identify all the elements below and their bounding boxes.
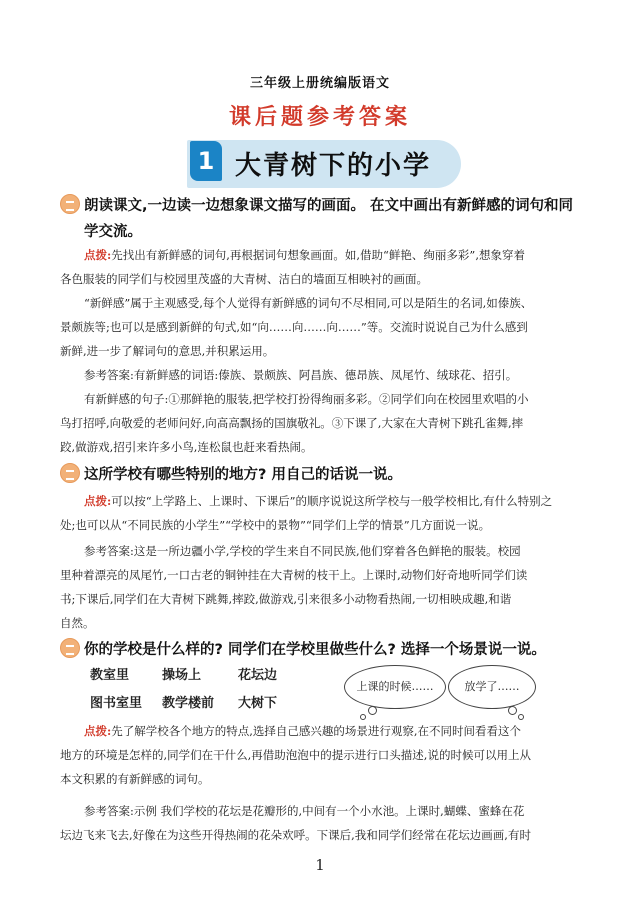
place-library: 图书室里 [90,696,143,711]
question-icon [60,194,80,214]
hint-label: 点拨: [84,724,112,738]
question-1-text-cont: 学交流。 [84,224,142,240]
q1-line-2: 各色服装的同学们与校园里茂盛的大青树、洁白的墙面互相映衬的画面。 [60,272,428,286]
q3-answer-1: 参考答案:示例 我们学校的花坛是花瓣形的,中间有一个小水池。上课时,蝴蝶、蜜蜂在花 [84,804,525,818]
hint-label: 点拨: [84,494,112,508]
place-classroom: 教室里 [90,668,130,683]
q3-hint-line-1: 点拨:先了解学校各个地方的特点,选择自己感兴趣的场景进行观察,在不同时间看看这个 [84,724,522,738]
q1-line-4: 景颇族等;也可以是感到新鲜的句式,如“向……向……向……”等。交流时说说自己为什么感到 [60,320,528,334]
q2-answer-3: 书;下课后,同学们在大青树下跳舞,摔跤,做游戏,引来很多小动物看热闹,一切相映成趣,和谐 [60,592,512,606]
place-flowerbed: 花坛边 [238,668,278,683]
q2-answer-1: 参考答案:这是一所边疆小学,学校的学生来自不同民族,他们穿着各色鲜艳的服装。校园 [84,544,521,558]
book-subtitle: 三年级上册统编版语文 [249,76,390,91]
q1-hint-line-1: 点拨:先找出有新鲜感的词句,再根据词句想象画面。如,借助“鲜艳、绚丽多彩”,想象穿着 [84,248,525,262]
thought-bubble-class: 上课的时候…… [344,665,446,709]
page-number: 1 [315,856,325,874]
question-icon [60,463,80,483]
lesson-number: 1 [190,141,222,181]
thought-bubble-after-school: 放学了…… [448,665,536,709]
question-1-text: 朗读课文,一边读一边想象课文描写的画面。 在文中画出有新鲜感的词句和同 [84,198,574,214]
q2-hint-line-1: 点拨:可以按“上学路上、上课时、下课后”的顺序说说这所学校与一般学校相比,有什么特别之 [84,494,553,508]
q1-answer-2: 有新鲜感的句子:①那鲜艳的服装,把学校打扮得绚丽多彩。②同学们向在校园里欢唱的小 [84,392,529,406]
question-3-text: 你的学校是什么样的? 同学们在学校里做些什么? 选择一个场景说一说。 [84,642,546,658]
q2-answer-4: 自然。 [60,616,95,630]
q3-answer-2: 坛边飞来飞去,好像在为这些开得热闹的花朵欢呼。下课后,我和同学们经常在花坛边画画,有时 [60,828,531,842]
q1-line-3: “新鲜感”属于主观感受,每个人觉得有新鲜感的词句不尽相同,可以是陌生的名词,如傣族、 [84,296,533,310]
question-2-text: 这所学校有哪些特别的地方? 用自己的话说一说。 [84,467,402,483]
bubble-tail-dot [508,706,517,715]
place-playground: 操场上 [162,668,202,683]
q3-line-2: 地方的环境是怎样的,同学们在干什么,再借助泡泡中的提示进行口头描述,说的时候可以用上从 [60,748,531,762]
q3-line-3: 本文积累的有新鲜感的词句。 [60,772,210,786]
q2-line-2: 处;也可以从“不同民族的小学生”“学校中的景物”“同学们上学的情景”几方面说一说。 [60,518,491,532]
place-teaching-building: 教学楼前 [162,696,215,711]
lesson-title: 大青树下的小学 [235,151,432,181]
page-title: 课后题参考答案 [228,104,411,130]
question-icon [60,638,80,658]
q1-answer-3: 鸟打招呼,向敬爱的老师问好,向高高飘扬的国旗敬礼。③下课了,大家在大青树下跳孔雀舞,摔 [60,416,524,430]
q2-answer-2: 里种着漂亮的凤尾竹,一口古老的铜钟挂在大青树的枝干上。上课时,动物们好奇地听同学们读 [60,568,528,582]
q1-line-5: 新鲜,进一步了解词句的意思,并积累运用。 [60,344,275,358]
place-big-tree: 大树下 [238,696,278,711]
hint-label: 点拨: [84,248,112,262]
q1-answer-1: 参考答案:有新鲜感的词语:傣族、景颇族、阿昌族、德昂族、凤尾竹、绒球花、招引。 [84,368,518,382]
q1-answer-4: 跤,做游戏,招引来许多小鸟,连松鼠也赶来看热闹。 [60,440,313,454]
bubble-tail-dot [368,706,377,715]
